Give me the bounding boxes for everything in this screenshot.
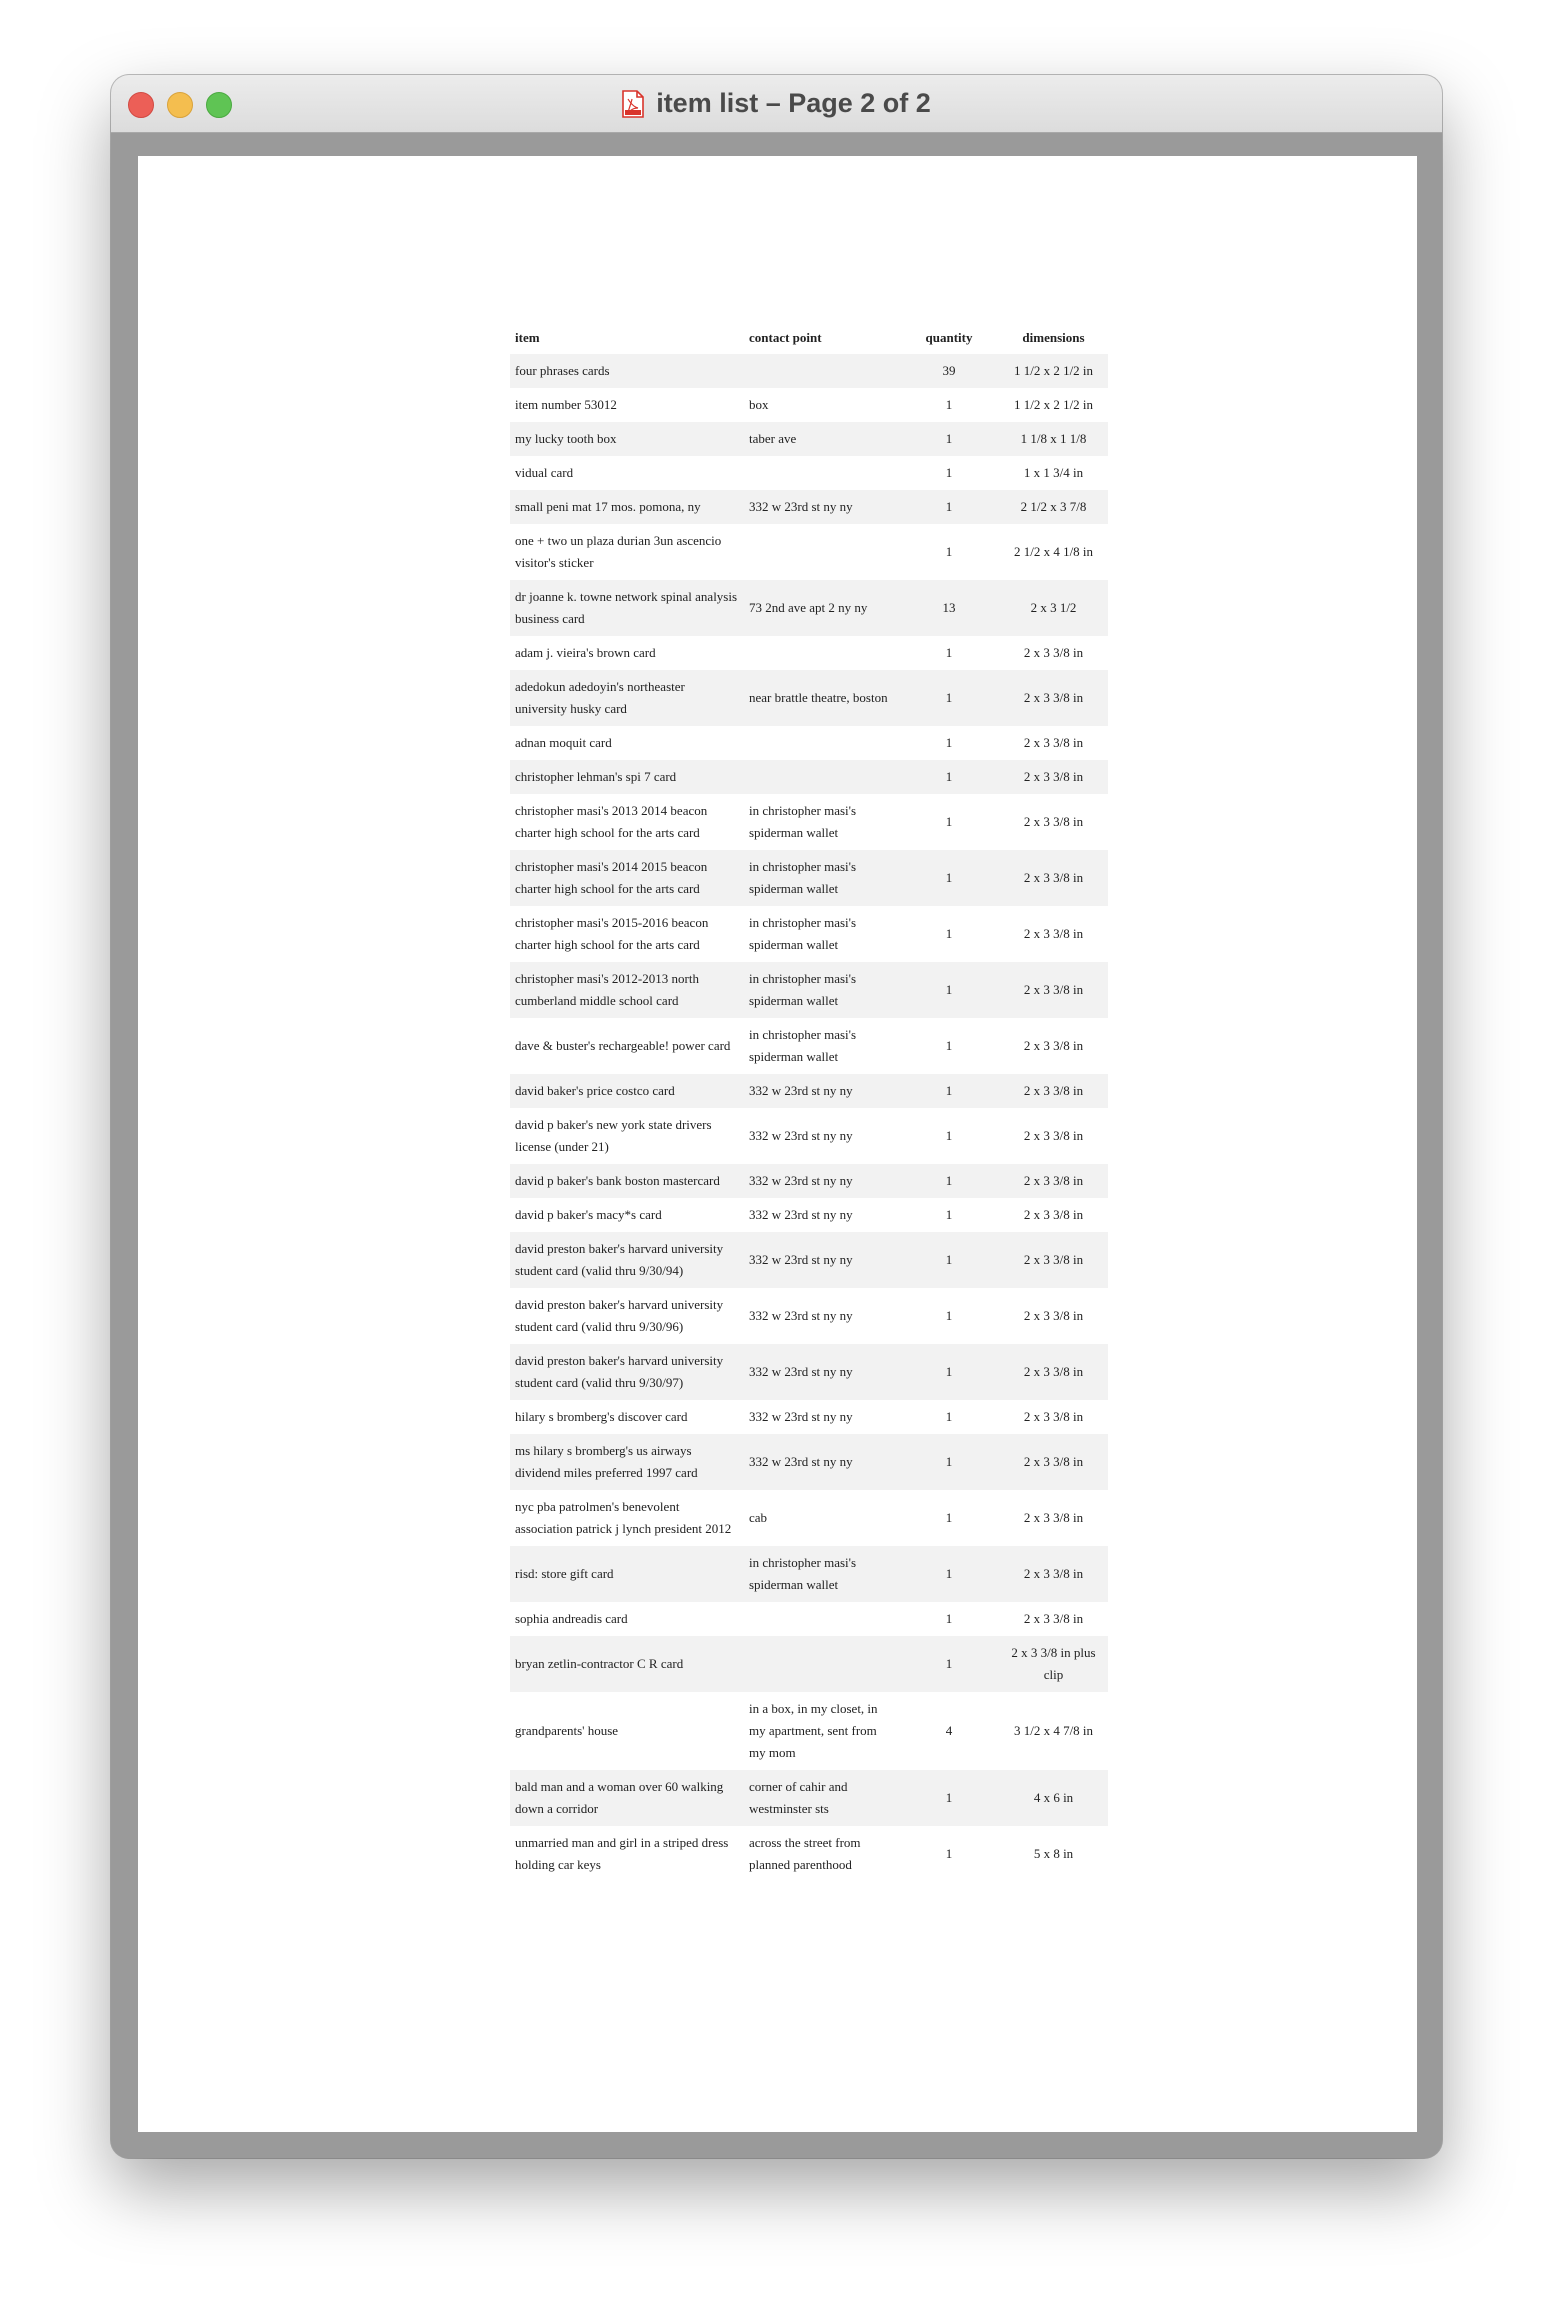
cell-contact-point: 332 w 23rd st ny ny: [744, 1232, 899, 1288]
column-header-dimensions: dimensions: [1022, 330, 1085, 345]
cell-quantity: 1: [945, 735, 953, 750]
cell-contact-point: in christopher masi's spiderman wallet: [744, 850, 899, 906]
cell-quantity: 1: [899, 1344, 999, 1400]
cell-item: christopher masi's 2013 2014 beacon charter high school for the arts card: [515, 803, 708, 840]
table-row: [510, 794, 1108, 850]
cell-dimensions: 2 x 3 3/8 in: [1023, 1611, 1084, 1626]
cell-item: david preston baker's harvard university student card (valid thru 9/30/96): [515, 1297, 724, 1334]
cell-quantity: 1: [945, 926, 953, 941]
cell-dimensions: 2 x 3 3/8 in: [999, 1434, 1108, 1490]
cell-item: dave & buster's rechargeable! power card: [515, 1038, 731, 1053]
cell-quantity: 1: [899, 1164, 999, 1198]
table-row: [510, 1108, 1108, 1164]
table-row: [510, 1602, 1108, 1636]
cell-contact-point: near brattle theatre, boston: [744, 670, 899, 726]
cell-quantity: 1: [945, 814, 953, 829]
cell-item: christopher lehman's spi 7 card: [510, 760, 744, 794]
cell-item: david preston baker's harvard university student card (valid thru 9/30/97): [510, 1344, 744, 1400]
cell-quantity: 1: [899, 760, 999, 794]
cell-quantity: 39: [899, 354, 999, 388]
cell-item: ms hilary s bromberg's us airways dividend miles preferred 1997 card: [510, 1434, 744, 1490]
cell-contact-point: taber ave: [744, 422, 899, 456]
cell-contact-point: [744, 354, 899, 388]
table-row: [510, 1770, 1108, 1826]
pdf-file-icon: [622, 90, 644, 118]
table-row: [510, 760, 1108, 794]
table-row: [510, 1018, 1108, 1074]
cell-dimensions: 2 x 3 3/8 in: [999, 1074, 1108, 1108]
cell-contact-point: 332 w 23rd st ny ny: [744, 1074, 899, 1108]
cell-contact-point: 73 2nd ave apt 2 ny ny: [744, 580, 899, 636]
cell-contact-point: [744, 726, 899, 760]
table-row: [510, 1546, 1108, 1602]
cell-dimensions: 2 1/2 x 4 1/8 in: [1013, 544, 1094, 559]
table-row: [510, 1636, 1108, 1692]
table-row: [510, 456, 1108, 490]
cell-item: david p baker's new york state drivers license (under 21): [515, 1117, 712, 1154]
cell-quantity: 1: [899, 670, 999, 726]
cell-dimensions: 2 x 3 3/8 in: [999, 670, 1108, 726]
cell-contact-point: in a box, in my closet, in my apartment, sent from my mom: [749, 1701, 878, 1760]
cell-contact-point: [744, 1636, 899, 1692]
cell-dimensions: 2 x 3 3/8 in: [999, 760, 1108, 794]
cell-contact-point: across the street from planned parenthood: [749, 1835, 861, 1872]
cell-contact-point: in christopher masi's spiderman wallet: [744, 962, 899, 1018]
cell-quantity: 1: [945, 1510, 953, 1525]
cell-quantity: 13: [899, 580, 999, 636]
cell-dimensions: 1 1/2 x 2 1/2 in: [999, 354, 1108, 388]
cell-item: nyc pba patrolmen's benevolent association patrick j lynch president 2012: [515, 1499, 732, 1536]
cell-contact-point: [744, 456, 899, 490]
cell-contact-point: [744, 636, 899, 670]
window-title-group: [111, 75, 1442, 132]
table-row: [510, 1434, 1108, 1490]
table-row: [510, 906, 1108, 962]
cell-item: four phrases cards: [510, 354, 744, 388]
cell-contact-point: [744, 760, 899, 794]
table-row: [510, 490, 1108, 524]
cell-item: david p baker's macy*s card: [515, 1207, 662, 1222]
cell-quantity: 1: [945, 1308, 953, 1323]
cell-dimensions: 2 x 3 3/8 in: [1023, 645, 1084, 660]
table-row: [510, 422, 1108, 456]
column-header-item: item: [515, 330, 540, 345]
table-row: [510, 726, 1108, 760]
table-header-row: [510, 322, 1108, 354]
cell-contact-point: 332 w 23rd st ny ny: [744, 1164, 899, 1198]
cell-contact-point: in christopher masi's spiderman wallet: [749, 915, 857, 952]
cell-quantity: 1: [899, 850, 999, 906]
cell-contact-point: box: [749, 397, 769, 412]
cell-contact-point: in christopher masi's spiderman wallet: [749, 803, 857, 840]
table-row: [510, 1826, 1108, 1882]
cell-quantity: 1: [945, 1409, 953, 1424]
cell-item: christopher masi's 2012-2013 north cumberland middle school card: [510, 962, 744, 1018]
cell-item: risd: store gift card: [510, 1546, 744, 1602]
cell-item: christopher masi's 2015-2016 beacon charter high school for the arts card: [515, 915, 709, 952]
cell-dimensions: 2 x 3 3/8 in: [1023, 1128, 1084, 1143]
pdf-page: [138, 156, 1417, 2132]
cell-item: sophia andreadis card: [515, 1611, 628, 1626]
cell-dimensions: 3 1/2 x 4 7/8 in: [1013, 1723, 1094, 1738]
cell-item: one + two un plaza durian 3un ascencio visitor's sticker: [515, 533, 722, 570]
cell-dimensions: 2 x 3 3/8 in: [999, 850, 1108, 906]
cell-contact-point: [744, 1602, 899, 1636]
cell-quantity: 1: [945, 465, 953, 480]
table-row: [510, 354, 1108, 388]
cell-contact-point: 332 w 23rd st ny ny: [749, 1128, 853, 1143]
pdf-viewer-window: [111, 75, 1442, 2158]
cell-dimensions: 2 x 3 1/2: [999, 580, 1108, 636]
cell-dimensions: 2 x 3 3/8 in: [1023, 1510, 1084, 1525]
cell-item: item number 53012: [515, 397, 617, 412]
cell-dimensions: 2 x 3 3/8 in: [1023, 1207, 1084, 1222]
cell-contact-point: cab: [749, 1510, 768, 1525]
cell-quantity: 1: [899, 422, 999, 456]
cell-contact-point: in christopher masi's spiderman wallet: [744, 1546, 899, 1602]
cell-dimensions: 1 x 1 3/4 in: [1023, 465, 1084, 480]
cell-quantity: 1: [899, 1636, 999, 1692]
cell-quantity: 1: [899, 1770, 999, 1826]
cell-contact-point: [744, 524, 899, 580]
cell-item: dr joanne k. towne network spinal analysis business card: [510, 580, 744, 636]
cell-dimensions: 1 1/2 x 2 1/2 in: [1013, 397, 1094, 412]
cell-item: christopher masi's 2014 2015 beacon charter high school for the arts card: [510, 850, 744, 906]
table-row: [510, 962, 1108, 1018]
cell-item: david baker's price costco card: [510, 1074, 744, 1108]
cell-dimensions: 2 x 3 3/8 in: [1023, 926, 1084, 941]
cell-item: small peni mat 17 mos. pomona, ny: [510, 490, 744, 524]
cell-dimensions: 5 x 8 in: [1033, 1846, 1074, 1861]
cell-item: bryan zetlin-contractor C R card: [510, 1636, 744, 1692]
column-header-quantity: quantity: [925, 330, 973, 345]
cell-item: my lucky tooth box: [510, 422, 744, 456]
cell-quantity: 1: [945, 1207, 953, 1222]
cell-quantity: 1: [899, 1074, 999, 1108]
table-row: [510, 850, 1108, 906]
column-header-contact-point: contact point: [749, 330, 822, 345]
cell-item: david p baker's bank boston mastercard: [510, 1164, 744, 1198]
cell-contact-point: 332 w 23rd st ny ny: [749, 1409, 853, 1424]
table-row: [510, 1198, 1108, 1232]
cell-dimensions: 2 x 3 3/8 in: [1023, 814, 1084, 829]
cell-dimensions: 2 x 3 3/8 in: [999, 1344, 1108, 1400]
cell-dimensions: 2 x 3 3/8 in: [999, 1232, 1108, 1288]
cell-quantity: 1: [899, 962, 999, 1018]
table-row: [510, 1074, 1108, 1108]
cell-quantity: 1: [945, 645, 953, 660]
cell-quantity: 1: [945, 1038, 953, 1053]
cell-contact-point: in christopher masi's spiderman wallet: [749, 1027, 857, 1064]
table-row: [510, 1400, 1108, 1434]
cell-contact-point: 332 w 23rd st ny ny: [749, 1207, 853, 1222]
table-row: [510, 580, 1108, 636]
cell-contact-point: 332 w 23rd st ny ny: [744, 1434, 899, 1490]
cell-dimensions: 2 x 3 3/8 in: [1023, 1038, 1084, 1053]
cell-dimensions: 2 x 3 3/8 in: [999, 1546, 1108, 1602]
cell-quantity: 4: [945, 1723, 953, 1738]
cell-dimensions: 2 x 3 3/8 in: [1023, 1409, 1084, 1424]
cell-contact-point: 332 w 23rd st ny ny: [749, 1308, 853, 1323]
cell-quantity: 1: [945, 1846, 953, 1861]
cell-dimensions: 2 x 3 3/8 in plus clip: [999, 1636, 1108, 1692]
cell-quantity: 1: [945, 544, 953, 559]
cell-dimensions: 2 x 3 3/8 in: [999, 962, 1108, 1018]
cell-dimensions: 2 1/2 x 3 7/8: [999, 490, 1108, 524]
cell-quantity: 1: [899, 490, 999, 524]
table-row: [510, 636, 1108, 670]
cell-item: unmarried man and girl in a striped dress holding car keys: [515, 1835, 729, 1872]
cell-contact-point: corner of cahir and westminster sts: [744, 1770, 899, 1826]
cell-item: grandparents' house: [515, 1723, 619, 1738]
table-row: [510, 1692, 1108, 1770]
table-row: [510, 1164, 1108, 1198]
cell-item: bald man and a woman over 60 walking down a corridor: [510, 1770, 744, 1826]
cell-quantity: 1: [899, 1232, 999, 1288]
title-bar[interactable]: [111, 75, 1442, 133]
table-row: [510, 670, 1108, 726]
table-row: [510, 524, 1108, 580]
cell-item: vidual card: [515, 465, 574, 480]
cell-dimensions: 2 x 3 3/8 in: [999, 1164, 1108, 1198]
cell-dimensions: 4 x 6 in: [999, 1770, 1108, 1826]
cell-item: adedokun adedoyin's northeaster university husky card: [510, 670, 744, 726]
cell-quantity: 1: [945, 1128, 953, 1143]
table-row: [510, 1288, 1108, 1344]
table-row: [510, 1344, 1108, 1400]
cell-quantity: 1: [945, 397, 953, 412]
cell-item: hilary s bromberg's discover card: [515, 1409, 688, 1424]
item-table: [510, 322, 1108, 1882]
cell-quantity: 1: [945, 1611, 953, 1626]
cell-dimensions: 2 x 3 3/8 in: [1023, 1308, 1084, 1323]
window-title: item list – Page 2 of 2: [656, 88, 931, 118]
cell-item: adnan moquit card: [515, 735, 612, 750]
cell-quantity: 1: [899, 1434, 999, 1490]
cell-contact-point: 332 w 23rd st ny ny: [744, 490, 899, 524]
cell-dimensions: 1 1/8 x 1 1/8: [999, 422, 1108, 456]
cell-quantity: 1: [899, 1546, 999, 1602]
cell-item: adam j. vieira's brown card: [515, 645, 656, 660]
cell-item: david preston baker's harvard university student card (valid thru 9/30/94): [510, 1232, 744, 1288]
table-row: [510, 1232, 1108, 1288]
table-row: [510, 388, 1108, 422]
cell-dimensions: 2 x 3 3/8 in: [1023, 735, 1084, 750]
cell-contact-point: 332 w 23rd st ny ny: [744, 1344, 899, 1400]
table-row: [510, 1490, 1108, 1546]
